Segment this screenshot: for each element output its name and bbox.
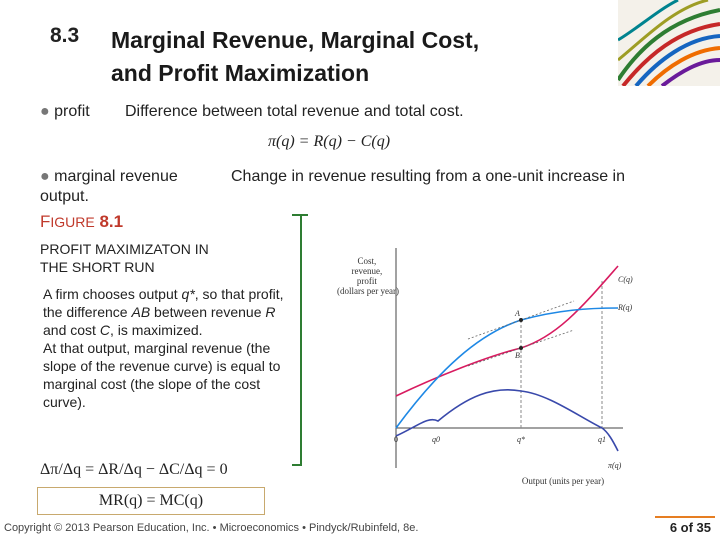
y-axis-label [337,256,399,296]
x-tick-0: 0 [394,435,398,444]
footer-accent-line [655,516,715,518]
page-number: 6 of 35 [669,520,711,535]
figure-label-prefix: F [40,212,51,231]
term-profit: profit [54,103,90,120]
mr-mc-equation: MR(q) = MC(q) [98,492,204,509]
section-number: 8.3 [50,24,80,47]
cost-curve-label: C(q) [618,275,633,284]
definition-marginal-revenue-continuation: output. [40,188,89,205]
figure-label [40,212,123,232]
figure-subtitle [40,240,280,276]
point-A [519,318,523,322]
profit-curve-label: π(q) [608,461,622,470]
footer-copyright: Copyright © 2013 Pearson Education, Inc. • Microeconomics • Pindyck/Rubinfeld, 8e. [4,522,419,534]
caption-paragraph-2: At that output, marginal revenue (the slope of the revenue curve) is equal to marginal cost (the slope of the cost curve). [43,340,281,410]
x-tick-q0: q0 [432,435,440,444]
revenue-curve-label: R(q) [618,303,633,312]
definition-marginal-revenue-text: Change in revenue resulting from a one-unit increase in [231,168,626,185]
y-axis-label-line1: Cost, [357,256,377,266]
cost-curve [396,266,618,396]
figure-caption [43,285,293,411]
x-tick-q1: q1 [598,435,606,444]
profit-curve [396,390,618,451]
marginal-profit-equation: Δπ/Δq = ΔR/Δq − ΔC/Δq = 0 [40,461,228,478]
y-axis-label-line4: (dollars per year) [337,286,399,296]
x-axis-label: Output (units per year) [521,476,605,486]
figure-label-number: 8.1 [99,212,124,231]
figure-subtitle-line2: THE SHORT RUN [40,259,155,275]
figure-subtitle-line1: PROFIT MAXIMIZATON IN [40,241,209,257]
caption-paragraph-1: A firm chooses output q*, so that profit, the difference AB between revenue R and cost C, is maximized. [43,286,284,338]
y-axis-label-line3: profit [356,276,377,286]
profit-maximization-chart [318,236,648,526]
bullet-marker: ● [40,168,50,185]
definition-profit-text: Difference between total revenue and total cost. [125,103,464,120]
bullet-marker: ● [40,103,50,120]
revenue-curve [396,308,618,428]
slide-title-line2: and Profit Maximization [111,60,370,86]
point-B-label: B [515,351,520,360]
definition-profit [40,102,90,122]
x-tick-qstar: q* [517,435,525,444]
frame-line-vertical [300,214,302,466]
slide-title-line1: Marginal Revenue, Marginal Cost, [111,27,480,53]
frame-line-top [292,214,308,216]
slide-title [111,24,479,90]
figure-label-prefix-small: IGURE [50,214,95,230]
frame-line-bottom [292,464,302,466]
decorative-cables-image [618,0,720,86]
y-axis-label-line2: revenue, [351,266,383,276]
point-A-label: A [515,309,520,318]
profit-formula: π(q) = R(q) − C(q) [268,133,391,150]
point-B [519,346,523,350]
definition-marginal-revenue [40,167,178,187]
term-marginal-revenue: marginal revenue [54,168,178,185]
mr-mc-equation-box [37,487,265,515]
